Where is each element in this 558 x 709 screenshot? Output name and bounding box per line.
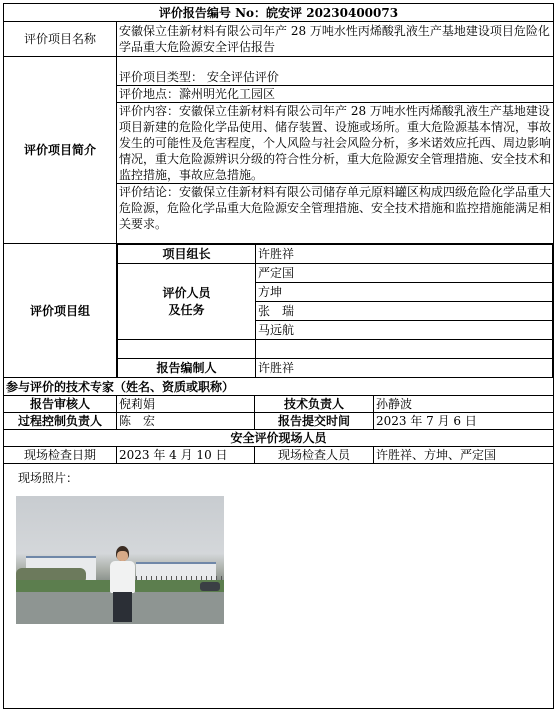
photo-person-shirt (110, 561, 135, 593)
photo-person-pants (113, 592, 132, 622)
field-staff-title: 安全评价现场人员 (4, 430, 554, 447)
reviewer-label: 报告审核人 (4, 396, 117, 413)
project-name-label: 评价项目名称 (4, 22, 117, 57)
team-editor-value: 许胜祥 (256, 359, 553, 378)
experts-label: 参与评价的技术专家（姓名、资质或职称） (4, 378, 554, 396)
team-member: 方坤 (256, 283, 553, 302)
evaluation-report-form (3, 3, 553, 709)
photo-person-face (117, 551, 128, 561)
project-intro-row (4, 57, 554, 244)
project-intro-block (117, 57, 554, 244)
process-control-label: 过程控制负责人 (4, 413, 117, 430)
experts-row (4, 378, 554, 396)
team-subtable (117, 244, 553, 377)
submit-time-label: 报告提交时间 (255, 413, 374, 430)
tech-lead-value: 孙静波 (374, 396, 554, 413)
process-control-value: 陈 宏 (117, 413, 255, 430)
team-editor-row (118, 359, 553, 378)
team-blank-cell (118, 340, 256, 359)
project-location: 评价地点：滁州明光化工园区 (117, 86, 553, 103)
reviewer-value: 倪莉娟 (117, 396, 255, 413)
project-name-row (4, 22, 554, 57)
photo-row (4, 464, 554, 709)
tech-lead-label: 技术负责人 (255, 396, 374, 413)
photo-car (200, 582, 220, 591)
team-leader-value: 许胜祥 (256, 245, 553, 264)
report-number: 评价报告编号 No：皖安评 20230400073 (4, 4, 554, 22)
team-member: 张 瑞 (256, 302, 553, 321)
project-team-row (4, 244, 554, 378)
team-members-label-line1: 评价人员 (162, 285, 211, 300)
photo-cell (4, 464, 554, 709)
team-blank-value (256, 340, 553, 359)
project-intro-label: 评价项目简介 (4, 57, 117, 244)
inspection-date-value: 2023 年 4 月 10 日 (117, 447, 255, 464)
project-team-block (117, 244, 554, 378)
inspection-staff-value: 许胜祥、方坤、严定国 (374, 447, 554, 464)
project-conclusion: 评价结论：安徽保立佳新材料有限公司储存单元原料罐区构成四级危险化学品重大危险源，危险化学品重大危险源安全管理措施、安全技术措施和监控措施能满足相关要求。 (119, 184, 552, 231)
team-members-label-line2: 及任务 (168, 302, 205, 317)
field-title-row (4, 430, 554, 447)
report-number-row (4, 4, 554, 22)
inspection-date-label: 现场检查日期 (4, 447, 117, 464)
project-team-label: 评价项目组 (4, 244, 117, 378)
project-type: 评价项目类型： 安全评估评价 (117, 69, 553, 86)
team-member-row (118, 264, 553, 283)
report-table (3, 3, 554, 709)
site-photo-label: 现场照片： (18, 471, 79, 485)
project-name-value: 安徽保立佳新材料有限公司年产 28 万吨水性丙烯酸乳液生产基地建设项目危险化学品重大危险源安全评估报告 (117, 22, 554, 57)
team-member: 马远航 (256, 321, 553, 340)
submit-time-value: 2023 年 7 月 6 日 (374, 413, 554, 430)
team-member: 严定国 (256, 264, 553, 283)
project-content: 评价内容：安徽保立佳新材料有限公司年产 28 万吨水性丙烯酸乳液生产基地建设项目新建的危险化学品使用、储存装置、设施或场所。重大危险源基本情况，事故发生的可能性及危害程度，个人风险与社会风险分析，多米诺效应托西、周边影响情况，重大危险源辨识分级的符合性分析，重大危险源安全管理措施、安全技术和监控措施，事故应急措施。 (119, 103, 552, 182)
team-blank-row (118, 340, 553, 359)
process-row (4, 413, 554, 430)
team-leader-label: 项目组长 (118, 245, 256, 264)
review-row (4, 396, 554, 413)
team-editor-label: 报告编制人 (118, 359, 256, 378)
team-leader-row (118, 245, 553, 264)
inspection-staff-label: 现场检查人员 (255, 447, 374, 464)
team-members-label (118, 264, 256, 340)
site-photo (16, 496, 224, 624)
field-row (4, 447, 554, 464)
